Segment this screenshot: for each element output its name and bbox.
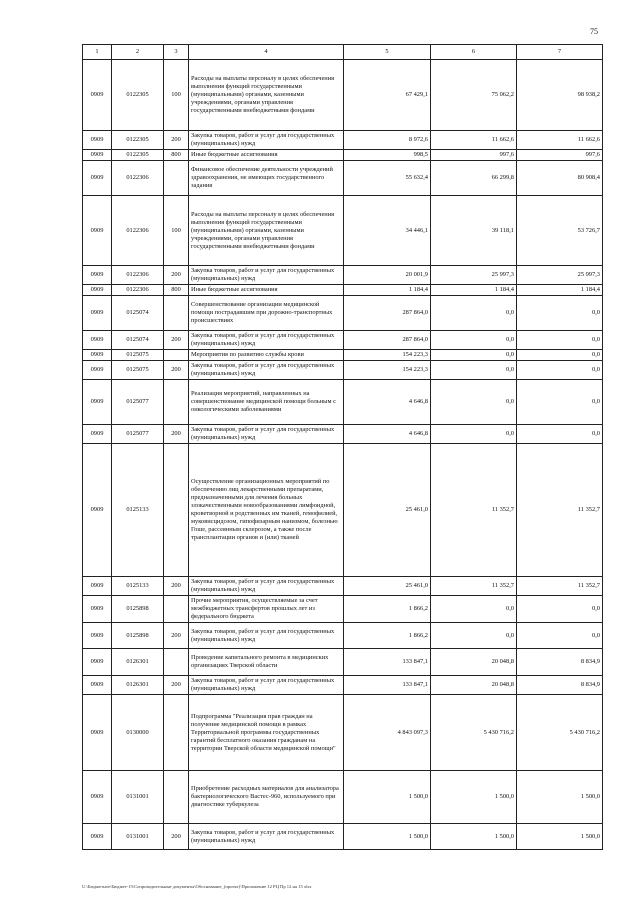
cell-c6: 11 352,7 xyxy=(431,577,517,596)
cell-c1: 0909 xyxy=(83,296,112,331)
column-header-2: 2 xyxy=(112,45,164,60)
cell-c3 xyxy=(164,350,189,361)
cell-c2: 0122306 xyxy=(112,196,164,266)
cell-c7: 0,0 xyxy=(517,596,603,623)
cell-c1: 0909 xyxy=(83,771,112,824)
cell-c2: 0130000 xyxy=(112,695,164,771)
table-row xyxy=(83,577,603,596)
cell-c2: 0125075 xyxy=(112,361,164,380)
file-path-footer: U:\Бюджетное\Бюджет-15\Сопроводительные документы\Обоснование_(проект)\Приложение 12 РЦ Пр 12 на 15 xlsx xyxy=(82,884,312,889)
cell-c2: 0125075 xyxy=(112,350,164,361)
cell-c1: 0909 xyxy=(83,444,112,577)
cell-c7: 5 430 716,2 xyxy=(517,695,603,771)
table-row xyxy=(83,824,603,850)
cell-c5: 1 500,0 xyxy=(344,824,431,850)
cell-c5: 1 184,4 xyxy=(344,285,431,296)
cell-c3: 200 xyxy=(164,577,189,596)
cell-c7: 1 184,4 xyxy=(517,285,603,296)
cell-c1: 0909 xyxy=(83,676,112,695)
table-row xyxy=(83,331,603,350)
table-row xyxy=(83,350,603,361)
cell-c1: 0909 xyxy=(83,623,112,649)
cell-c4: Мероприятия по развитию службы крови xyxy=(189,350,344,361)
cell-c6: 1 500,0 xyxy=(431,824,517,850)
table-row xyxy=(83,296,603,331)
cell-c5: 55 632,4 xyxy=(344,161,431,196)
cell-c5: 25 461,0 xyxy=(344,577,431,596)
cell-c6: 11 352,7 xyxy=(431,444,517,577)
cell-c6: 0,0 xyxy=(431,380,517,425)
cell-c5: 1 500,0 xyxy=(344,771,431,824)
cell-c7: 0,0 xyxy=(517,331,603,350)
cell-c6: 0,0 xyxy=(431,350,517,361)
cell-c7: 1 500,0 xyxy=(517,824,603,850)
cell-c1: 0909 xyxy=(83,824,112,850)
cell-c1: 0909 xyxy=(83,425,112,444)
table-row xyxy=(83,596,603,623)
cell-c1: 0909 xyxy=(83,380,112,425)
cell-c3: 200 xyxy=(164,676,189,695)
cell-c3: 100 xyxy=(164,196,189,266)
cell-c6: 0,0 xyxy=(431,596,517,623)
cell-c3: 200 xyxy=(164,131,189,150)
cell-c3: 200 xyxy=(164,824,189,850)
cell-c1: 0909 xyxy=(83,350,112,361)
cell-c7: 0,0 xyxy=(517,296,603,331)
cell-c5: 133 847,1 xyxy=(344,676,431,695)
cell-c6: 39 118,1 xyxy=(431,196,517,266)
cell-c5: 287 864,0 xyxy=(344,331,431,350)
cell-c1: 0909 xyxy=(83,161,112,196)
cell-c2: 0126301 xyxy=(112,676,164,695)
cell-c5: 4 646,8 xyxy=(344,380,431,425)
cell-c3 xyxy=(164,161,189,196)
table-body xyxy=(83,60,603,850)
cell-c5: 25 461,0 xyxy=(344,444,431,577)
table-row xyxy=(83,150,603,161)
cell-c1: 0909 xyxy=(83,649,112,676)
table-row xyxy=(83,266,603,285)
cell-c3: 200 xyxy=(164,425,189,444)
cell-c3 xyxy=(164,296,189,331)
table-row xyxy=(83,695,603,771)
column-header-7: 7 xyxy=(517,45,603,60)
table-row xyxy=(83,285,603,296)
cell-c4: Закупка товаров, работ и услуг для государственных (муниципальных) нужд xyxy=(189,361,344,380)
cell-c7: 1 500,0 xyxy=(517,771,603,824)
cell-c1: 0909 xyxy=(83,285,112,296)
cell-c1: 0909 xyxy=(83,266,112,285)
cell-c4: Закупка товаров, работ и услуг для государственных (муниципальных) нужд xyxy=(189,425,344,444)
cell-c1: 0909 xyxy=(83,131,112,150)
cell-c7: 8 834,9 xyxy=(517,676,603,695)
cell-c1: 0909 xyxy=(83,695,112,771)
cell-c7: 11 352,7 xyxy=(517,577,603,596)
cell-c4: Закупка товаров, работ и услуг для государственных (муниципальных) нужд xyxy=(189,266,344,285)
cell-c4: Расходы на выплаты персоналу в целях обеспечения выполнения функций государственными (муниципальными) органами, казенными учреждениями, органами управления государственными внебюджетными фондами xyxy=(189,196,344,266)
cell-c7: 11 352,7 xyxy=(517,444,603,577)
cell-c6: 1 184,4 xyxy=(431,285,517,296)
table-row xyxy=(83,676,603,695)
cell-c4: Иные бюджетные ассигнования xyxy=(189,285,344,296)
cell-c3: 800 xyxy=(164,285,189,296)
cell-c6: 25 997,3 xyxy=(431,266,517,285)
table-row xyxy=(83,771,603,824)
cell-c4: Подпрограмма "Реализация прав граждан на получение медицинской помощи в рамках Территориальной программы государственных гарантий бесплатного оказания гражданам на территории Тверской области медицинской помощи" xyxy=(189,695,344,771)
cell-c5: 4 843 097,3 xyxy=(344,695,431,771)
cell-c3: 200 xyxy=(164,623,189,649)
cell-c2: 0125074 xyxy=(112,331,164,350)
column-header-1: 1 xyxy=(83,45,112,60)
cell-c4: Иные бюджетные ассигнования xyxy=(189,150,344,161)
cell-c7: 0,0 xyxy=(517,361,603,380)
cell-c2: 0125898 xyxy=(112,596,164,623)
cell-c2: 0125074 xyxy=(112,296,164,331)
cell-c3: 100 xyxy=(164,60,189,131)
cell-c4: Закупка товаров, работ и услуг для государственных (муниципальных) нужд xyxy=(189,824,344,850)
cell-c5: 154 223,3 xyxy=(344,361,431,380)
cell-c4: Закупка товаров, работ и услуг для государственных (муниципальных) нужд xyxy=(189,331,344,350)
cell-c2: 0122305 xyxy=(112,131,164,150)
cell-c5: 998,5 xyxy=(344,150,431,161)
cell-c6: 66 299,8 xyxy=(431,161,517,196)
column-header-4: 4 xyxy=(189,45,344,60)
cell-c4: Совершенствование организации медицинской помощи пострадавшим при дорожно-транспортных происшествиях xyxy=(189,296,344,331)
cell-c2: 0131001 xyxy=(112,824,164,850)
cell-c4: Проведение капитального ремонта в медицинских организациях Тверской области xyxy=(189,649,344,676)
page-number: 75 xyxy=(590,27,598,36)
cell-c7: 98 938,2 xyxy=(517,60,603,131)
table-row xyxy=(83,361,603,380)
cell-c6: 0,0 xyxy=(431,361,517,380)
cell-c3 xyxy=(164,596,189,623)
cell-c2: 0125133 xyxy=(112,444,164,577)
cell-c7: 11 662,6 xyxy=(517,131,603,150)
cell-c1: 0909 xyxy=(83,596,112,623)
cell-c5: 20 001,9 xyxy=(344,266,431,285)
table-row xyxy=(83,649,603,676)
cell-c2: 0126301 xyxy=(112,649,164,676)
cell-c5: 67 429,1 xyxy=(344,60,431,131)
cell-c6: 20 048,8 xyxy=(431,676,517,695)
cell-c6: 0,0 xyxy=(431,331,517,350)
cell-c7: 80 908,4 xyxy=(517,161,603,196)
cell-c4: Прочие мероприятия, осуществляемые за счет межбюджетных трансфертов прошлых лет из федерального бюджета xyxy=(189,596,344,623)
cell-c5: 1 866,2 xyxy=(344,623,431,649)
cell-c6: 1 500,0 xyxy=(431,771,517,824)
budget-table xyxy=(82,44,603,850)
cell-c1: 0909 xyxy=(83,331,112,350)
cell-c4: Приобретение расходных материалов для анализатора бактериологического Вастес-960, используемого при диагностике туберкулеза xyxy=(189,771,344,824)
cell-c3: 800 xyxy=(164,150,189,161)
cell-c3 xyxy=(164,649,189,676)
cell-c2: 0122305 xyxy=(112,60,164,131)
cell-c3 xyxy=(164,444,189,577)
cell-c7: 0,0 xyxy=(517,380,603,425)
cell-c4: Финансовое обеспечение деятельности учреждений здравоохранения, не имеющих государственного задания xyxy=(189,161,344,196)
cell-c4: Закупка товаров, работ и услуг для государственных (муниципальных) нужд xyxy=(189,623,344,649)
cell-c2: 0125133 xyxy=(112,577,164,596)
cell-c6: 11 662,6 xyxy=(431,131,517,150)
cell-c5: 1 866,2 xyxy=(344,596,431,623)
cell-c6: 5 430 716,2 xyxy=(431,695,517,771)
cell-c2: 0122305 xyxy=(112,150,164,161)
cell-c3 xyxy=(164,771,189,824)
table-row xyxy=(83,131,603,150)
cell-c7: 0,0 xyxy=(517,623,603,649)
cell-c7: 0,0 xyxy=(517,425,603,444)
table-row xyxy=(83,623,603,649)
cell-c3: 200 xyxy=(164,331,189,350)
cell-c5: 287 864,0 xyxy=(344,296,431,331)
cell-c2: 0125077 xyxy=(112,380,164,425)
cell-c1: 0909 xyxy=(83,196,112,266)
cell-c2: 0122306 xyxy=(112,266,164,285)
cell-c2: 0125898 xyxy=(112,623,164,649)
cell-c7: 53 726,7 xyxy=(517,196,603,266)
column-header-5: 5 xyxy=(344,45,431,60)
cell-c6: 0,0 xyxy=(431,296,517,331)
cell-c2: 0122306 xyxy=(112,161,164,196)
header-row xyxy=(83,45,603,60)
table-row xyxy=(83,380,603,425)
cell-c3 xyxy=(164,695,189,771)
cell-c4: Осуществление организационных мероприятий по обеспечению лиц лекарственными препаратами, предназначенными для лечения больных злокачественными новообразованиями лимфоидной, кроветворной и родственных им тканей, гемофилией, муковисцидозом, гипофизарным нанизмом, болезнью Гоше, рассеянным склерозом, а также после трансплантации органов и (или) тканей xyxy=(189,444,344,577)
cell-c1: 0909 xyxy=(83,361,112,380)
cell-c6: 20 048,8 xyxy=(431,649,517,676)
cell-c4: Закупка товаров, работ и услуг для государственных (муниципальных) нужд xyxy=(189,131,344,150)
cell-c5: 8 972,6 xyxy=(344,131,431,150)
cell-c4: Закупка товаров, работ и услуг для государственных (муниципальных) нужд xyxy=(189,676,344,695)
cell-c4: Реализация мероприятий, направленных на совершенствование медицинской помощи больным с онкологическими заболеваниями xyxy=(189,380,344,425)
cell-c6: 0,0 xyxy=(431,623,517,649)
column-header-6: 6 xyxy=(431,45,517,60)
cell-c4: Закупка товаров, работ и услуг для государственных (муниципальных) нужд xyxy=(189,577,344,596)
cell-c5: 4 646,8 xyxy=(344,425,431,444)
cell-c1: 0909 xyxy=(83,150,112,161)
cell-c7: 0,0 xyxy=(517,350,603,361)
cell-c6: 75 062,2 xyxy=(431,60,517,131)
cell-c2: 0131001 xyxy=(112,771,164,824)
cell-c4: Расходы на выплаты персоналу в целях обеспечения выполнения функций государственными (муниципальными) органами, казенными учреждениями, органами управления государственными внебюджетными фондами xyxy=(189,60,344,131)
column-header-3: 3 xyxy=(164,45,189,60)
table-row xyxy=(83,161,603,196)
cell-c6: 997,6 xyxy=(431,150,517,161)
cell-c7: 8 834,9 xyxy=(517,649,603,676)
cell-c3 xyxy=(164,380,189,425)
table-row xyxy=(83,444,603,577)
cell-c2: 0125077 xyxy=(112,425,164,444)
cell-c5: 133 847,1 xyxy=(344,649,431,676)
cell-c3: 200 xyxy=(164,266,189,285)
cell-c2: 0122306 xyxy=(112,285,164,296)
table-row xyxy=(83,425,603,444)
cell-c5: 154 223,3 xyxy=(344,350,431,361)
cell-c6: 0,0 xyxy=(431,425,517,444)
cell-c3: 200 xyxy=(164,361,189,380)
cell-c7: 25 997,3 xyxy=(517,266,603,285)
table-row xyxy=(83,196,603,266)
cell-c1: 0909 xyxy=(83,577,112,596)
table-row xyxy=(83,60,603,131)
cell-c5: 34 446,1 xyxy=(344,196,431,266)
cell-c7: 997,6 xyxy=(517,150,603,161)
cell-c1: 0909 xyxy=(83,60,112,131)
